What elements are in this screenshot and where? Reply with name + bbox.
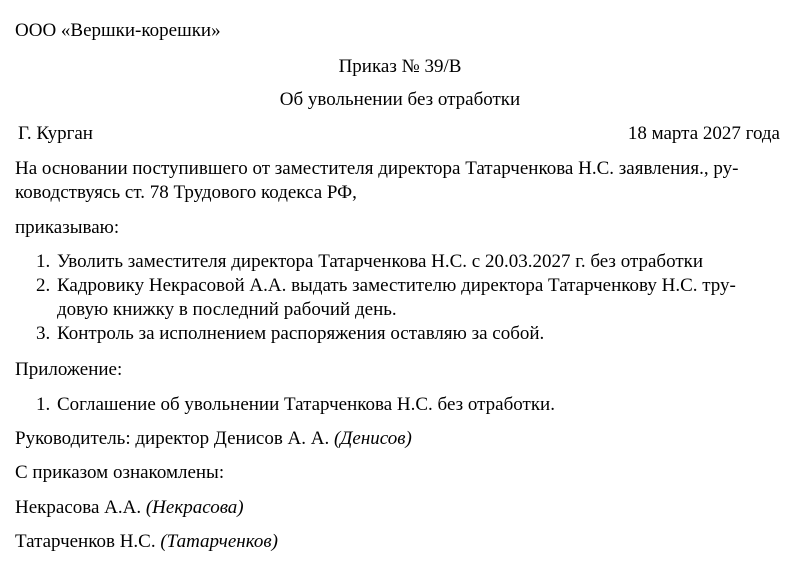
order-subject: Об увольнении без отработки [279, 89, 521, 110]
list-item-text: довую книжку в последний рабочий день. [57, 299, 397, 320]
acquainted-person [15, 496, 244, 519]
basis-line-1: На основании поступившего от заместителя директора Татарченкова Н.С. заявления., ру- [15, 158, 739, 179]
list-item-text: Контроль за исполнением распоряжения оставляю за собой. [57, 323, 545, 344]
list-item-number: 3. [36, 323, 51, 344]
order-date: 18 марта 2027 года [627, 123, 780, 144]
person-name: Некрасова А.А. [15, 497, 142, 518]
list-item-number: 1. [36, 251, 51, 272]
basis-line-2: ководствуясь ст. 78 Трудового кодекса РФ, [15, 182, 357, 203]
acquainted-person [15, 530, 278, 553]
attachment-item-number: 1. [36, 394, 51, 415]
organization-name: ООО «Вершки-корешки» [15, 20, 221, 41]
head-signature: (Денисов) [333, 428, 412, 449]
list-item-text: Уволить заместителя директора Татарченкова Н.С. с 20.03.2027 г. без отработки [57, 251, 704, 272]
acquainted-label: С приказом ознакомлены: [15, 462, 225, 483]
list-item-number: 2. [36, 275, 51, 296]
order-word: приказываю: [15, 217, 120, 238]
order-title: Приказ № 39/В [338, 56, 462, 77]
head-signature-line [15, 427, 412, 450]
person-signature: (Некрасова) [145, 497, 244, 518]
attachment-item-text: Соглашение об увольнении Татарченкова Н.С. без отработки. [57, 394, 555, 415]
order-city: Г. Курган [18, 123, 93, 144]
person-signature: (Татарченков) [160, 531, 278, 552]
list-item-text: Кадровику Некрасовой А.А. выдать заместителю директора Татарченкову Н.С. тру- [57, 275, 736, 296]
attachment-label: Приложение: [15, 359, 123, 380]
head-label: Руководитель: директор Денисов А. А. [15, 428, 330, 449]
person-name: Татарченков Н.С. [15, 531, 156, 552]
